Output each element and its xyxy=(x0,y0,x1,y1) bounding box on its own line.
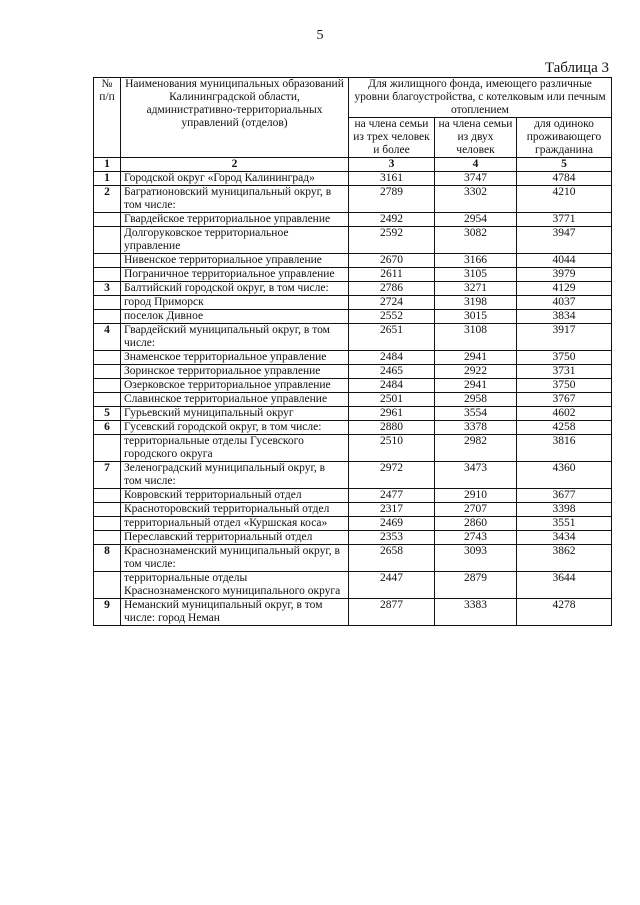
column-number: 4 xyxy=(435,158,517,172)
row-name: территориальный отдел «Куршская коса» xyxy=(121,517,349,531)
value-two: 3554 xyxy=(435,407,517,421)
row-number xyxy=(94,227,121,254)
value-single: 3677 xyxy=(517,489,612,503)
header-number: № п/п xyxy=(94,78,121,158)
column-number: 5 xyxy=(517,158,612,172)
table-row xyxy=(94,324,612,351)
row-number xyxy=(94,435,121,462)
value-three-plus: 2317 xyxy=(349,503,435,517)
value-single: 3947 xyxy=(517,227,612,254)
value-three-plus: 2658 xyxy=(349,545,435,572)
value-three-plus: 2465 xyxy=(349,365,435,379)
value-three-plus: 3161 xyxy=(349,172,435,186)
row-name: Городской округ «Город Калининград» xyxy=(121,172,349,186)
row-name: Балтийский городской округ, в том числе: xyxy=(121,282,349,296)
table-row xyxy=(94,421,612,435)
value-three-plus: 2877 xyxy=(349,599,435,626)
table-row xyxy=(94,351,612,365)
row-name: поселок Дивное xyxy=(121,310,349,324)
value-three-plus: 2611 xyxy=(349,268,435,282)
value-single: 3551 xyxy=(517,517,612,531)
table-row xyxy=(94,531,612,545)
value-single: 4129 xyxy=(517,282,612,296)
tariff-table xyxy=(93,77,612,626)
table-row xyxy=(94,545,612,572)
row-name: Ковровский территориальный отдел xyxy=(121,489,349,503)
value-single: 4037 xyxy=(517,296,612,310)
table-row xyxy=(94,435,612,462)
value-two: 3473 xyxy=(435,462,517,489)
value-two: 2707 xyxy=(435,503,517,517)
value-single: 3434 xyxy=(517,531,612,545)
value-single: 4784 xyxy=(517,172,612,186)
value-two: 2958 xyxy=(435,393,517,407)
table-row xyxy=(94,407,612,421)
row-name: Пограничное территориальное управление xyxy=(121,268,349,282)
row-name: территориальные отделы Краснознаменского муниципального округа xyxy=(121,572,349,599)
column-number-row xyxy=(94,158,612,172)
value-two: 2879 xyxy=(435,572,517,599)
header-two: на члена семьи из двух человек xyxy=(435,118,517,158)
value-single: 3750 xyxy=(517,351,612,365)
column-number: 1 xyxy=(94,158,121,172)
value-two: 3271 xyxy=(435,282,517,296)
row-number xyxy=(94,503,121,517)
row-number: 5 xyxy=(94,407,121,421)
value-two: 2941 xyxy=(435,351,517,365)
value-three-plus: 2670 xyxy=(349,254,435,268)
value-single: 4278 xyxy=(517,599,612,626)
row-number: 6 xyxy=(94,421,121,435)
value-single: 4258 xyxy=(517,421,612,435)
value-three-plus: 2789 xyxy=(349,186,435,213)
row-name: Красноторовский территориальный отдел xyxy=(121,503,349,517)
table-row xyxy=(94,489,612,503)
table-row xyxy=(94,599,612,626)
value-two: 2954 xyxy=(435,213,517,227)
table-row xyxy=(94,503,612,517)
row-name: Долгоруковское территориальное управление xyxy=(121,227,349,254)
row-number xyxy=(94,310,121,324)
value-single: 4210 xyxy=(517,186,612,213)
table-row xyxy=(94,213,612,227)
value-single: 3771 xyxy=(517,213,612,227)
value-two: 2982 xyxy=(435,435,517,462)
row-name: Знаменское территориальное управление xyxy=(121,351,349,365)
value-three-plus: 2972 xyxy=(349,462,435,489)
value-two: 2743 xyxy=(435,531,517,545)
value-single: 3750 xyxy=(517,379,612,393)
row-number xyxy=(94,517,121,531)
column-number: 3 xyxy=(349,158,435,172)
row-name: Гусевский городской округ, в том числе: xyxy=(121,421,349,435)
value-two: 3093 xyxy=(435,545,517,572)
row-number xyxy=(94,296,121,310)
row-name: Озерковское территориальное управление xyxy=(121,379,349,393)
value-two: 3108 xyxy=(435,324,517,351)
row-name: территориальные отделы Гусевского городского округа xyxy=(121,435,349,462)
value-single: 3816 xyxy=(517,435,612,462)
table-label: Таблица 3 xyxy=(544,60,609,76)
value-single: 3834 xyxy=(517,310,612,324)
value-three-plus: 2552 xyxy=(349,310,435,324)
value-two: 2860 xyxy=(435,517,517,531)
row-number xyxy=(94,254,121,268)
row-name: Славинское территориальное управление xyxy=(121,393,349,407)
value-two: 3747 xyxy=(435,172,517,186)
header-three-plus: на члена семьи из трех человек и более xyxy=(349,118,435,158)
value-three-plus: 2469 xyxy=(349,517,435,531)
row-number: 9 xyxy=(94,599,121,626)
table-row xyxy=(94,462,612,489)
value-single: 4360 xyxy=(517,462,612,489)
row-name: Зеленоградский муниципальный округ, в том числе: xyxy=(121,462,349,489)
value-two: 3302 xyxy=(435,186,517,213)
value-three-plus: 2484 xyxy=(349,379,435,393)
row-number: 1 xyxy=(94,172,121,186)
table-row xyxy=(94,310,612,324)
value-two: 3166 xyxy=(435,254,517,268)
value-single: 3979 xyxy=(517,268,612,282)
page-number: 5 xyxy=(316,28,324,43)
column-number: 2 xyxy=(121,158,349,172)
row-name: Гвардейский муниципальный округ, в том числе: xyxy=(121,324,349,351)
value-two: 3015 xyxy=(435,310,517,324)
row-name: Переславский территориальный отдел xyxy=(121,531,349,545)
table-row xyxy=(94,296,612,310)
value-three-plus: 2477 xyxy=(349,489,435,503)
row-number xyxy=(94,268,121,282)
value-three-plus: 2961 xyxy=(349,407,435,421)
value-single: 3731 xyxy=(517,365,612,379)
value-single: 3767 xyxy=(517,393,612,407)
table-row xyxy=(94,365,612,379)
value-three-plus: 2592 xyxy=(349,227,435,254)
table-row xyxy=(94,379,612,393)
table-row xyxy=(94,572,612,599)
table-row xyxy=(94,517,612,531)
table-row xyxy=(94,254,612,268)
row-number: 3 xyxy=(94,282,121,296)
row-number: 2 xyxy=(94,186,121,213)
value-three-plus: 2501 xyxy=(349,393,435,407)
row-name: Гвардейское территориальное управление xyxy=(121,213,349,227)
row-number xyxy=(94,489,121,503)
value-three-plus: 2651 xyxy=(349,324,435,351)
row-name: Неманский муниципальный округ, в том числе: город Неман xyxy=(121,599,349,626)
header-name: Наименования муниципальных образований Калининградской области, административно-территориальных управлений (отделов) xyxy=(121,78,349,158)
value-three-plus: 2492 xyxy=(349,213,435,227)
row-name: Зоринское территориальное управление xyxy=(121,365,349,379)
table-row xyxy=(94,393,612,407)
table-row xyxy=(94,186,612,213)
table-row xyxy=(94,268,612,282)
value-single: 4602 xyxy=(517,407,612,421)
row-number: 8 xyxy=(94,545,121,572)
row-name: Краснознаменский муниципальный округ, в том числе: xyxy=(121,545,349,572)
row-number xyxy=(94,531,121,545)
row-name: город Приморск xyxy=(121,296,349,310)
row-number xyxy=(94,379,121,393)
value-two: 3105 xyxy=(435,268,517,282)
value-two: 3198 xyxy=(435,296,517,310)
value-three-plus: 2510 xyxy=(349,435,435,462)
row-number xyxy=(94,351,121,365)
value-two: 3383 xyxy=(435,599,517,626)
value-three-plus: 2786 xyxy=(349,282,435,296)
value-single: 3917 xyxy=(517,324,612,351)
value-two: 2922 xyxy=(435,365,517,379)
row-number xyxy=(94,393,121,407)
table-row xyxy=(94,227,612,254)
value-single: 4044 xyxy=(517,254,612,268)
value-two: 3378 xyxy=(435,421,517,435)
value-two: 2910 xyxy=(435,489,517,503)
row-name: Нивенское территориальное управление xyxy=(121,254,349,268)
table-row xyxy=(94,282,612,296)
value-two: 3082 xyxy=(435,227,517,254)
header-single: для одиноко проживающего гражданина xyxy=(517,118,612,158)
value-single: 3644 xyxy=(517,572,612,599)
value-two: 2941 xyxy=(435,379,517,393)
row-name: Багратионовский муниципальный округ, в том числе: xyxy=(121,186,349,213)
row-number: 7 xyxy=(94,462,121,489)
value-three-plus: 2724 xyxy=(349,296,435,310)
row-number xyxy=(94,365,121,379)
row-number xyxy=(94,213,121,227)
value-three-plus: 2447 xyxy=(349,572,435,599)
header-group: Для жилищного фонда, имеющего различные уровни благоустройства, с котелковым или печным отоплением xyxy=(349,78,612,118)
value-three-plus: 2880 xyxy=(349,421,435,435)
value-single: 3862 xyxy=(517,545,612,572)
row-name: Гурьевский муниципальный округ xyxy=(121,407,349,421)
value-single: 3398 xyxy=(517,503,612,517)
row-number: 4 xyxy=(94,324,121,351)
value-three-plus: 2484 xyxy=(349,351,435,365)
table-row xyxy=(94,172,612,186)
value-three-plus: 2353 xyxy=(349,531,435,545)
row-number xyxy=(94,572,121,599)
